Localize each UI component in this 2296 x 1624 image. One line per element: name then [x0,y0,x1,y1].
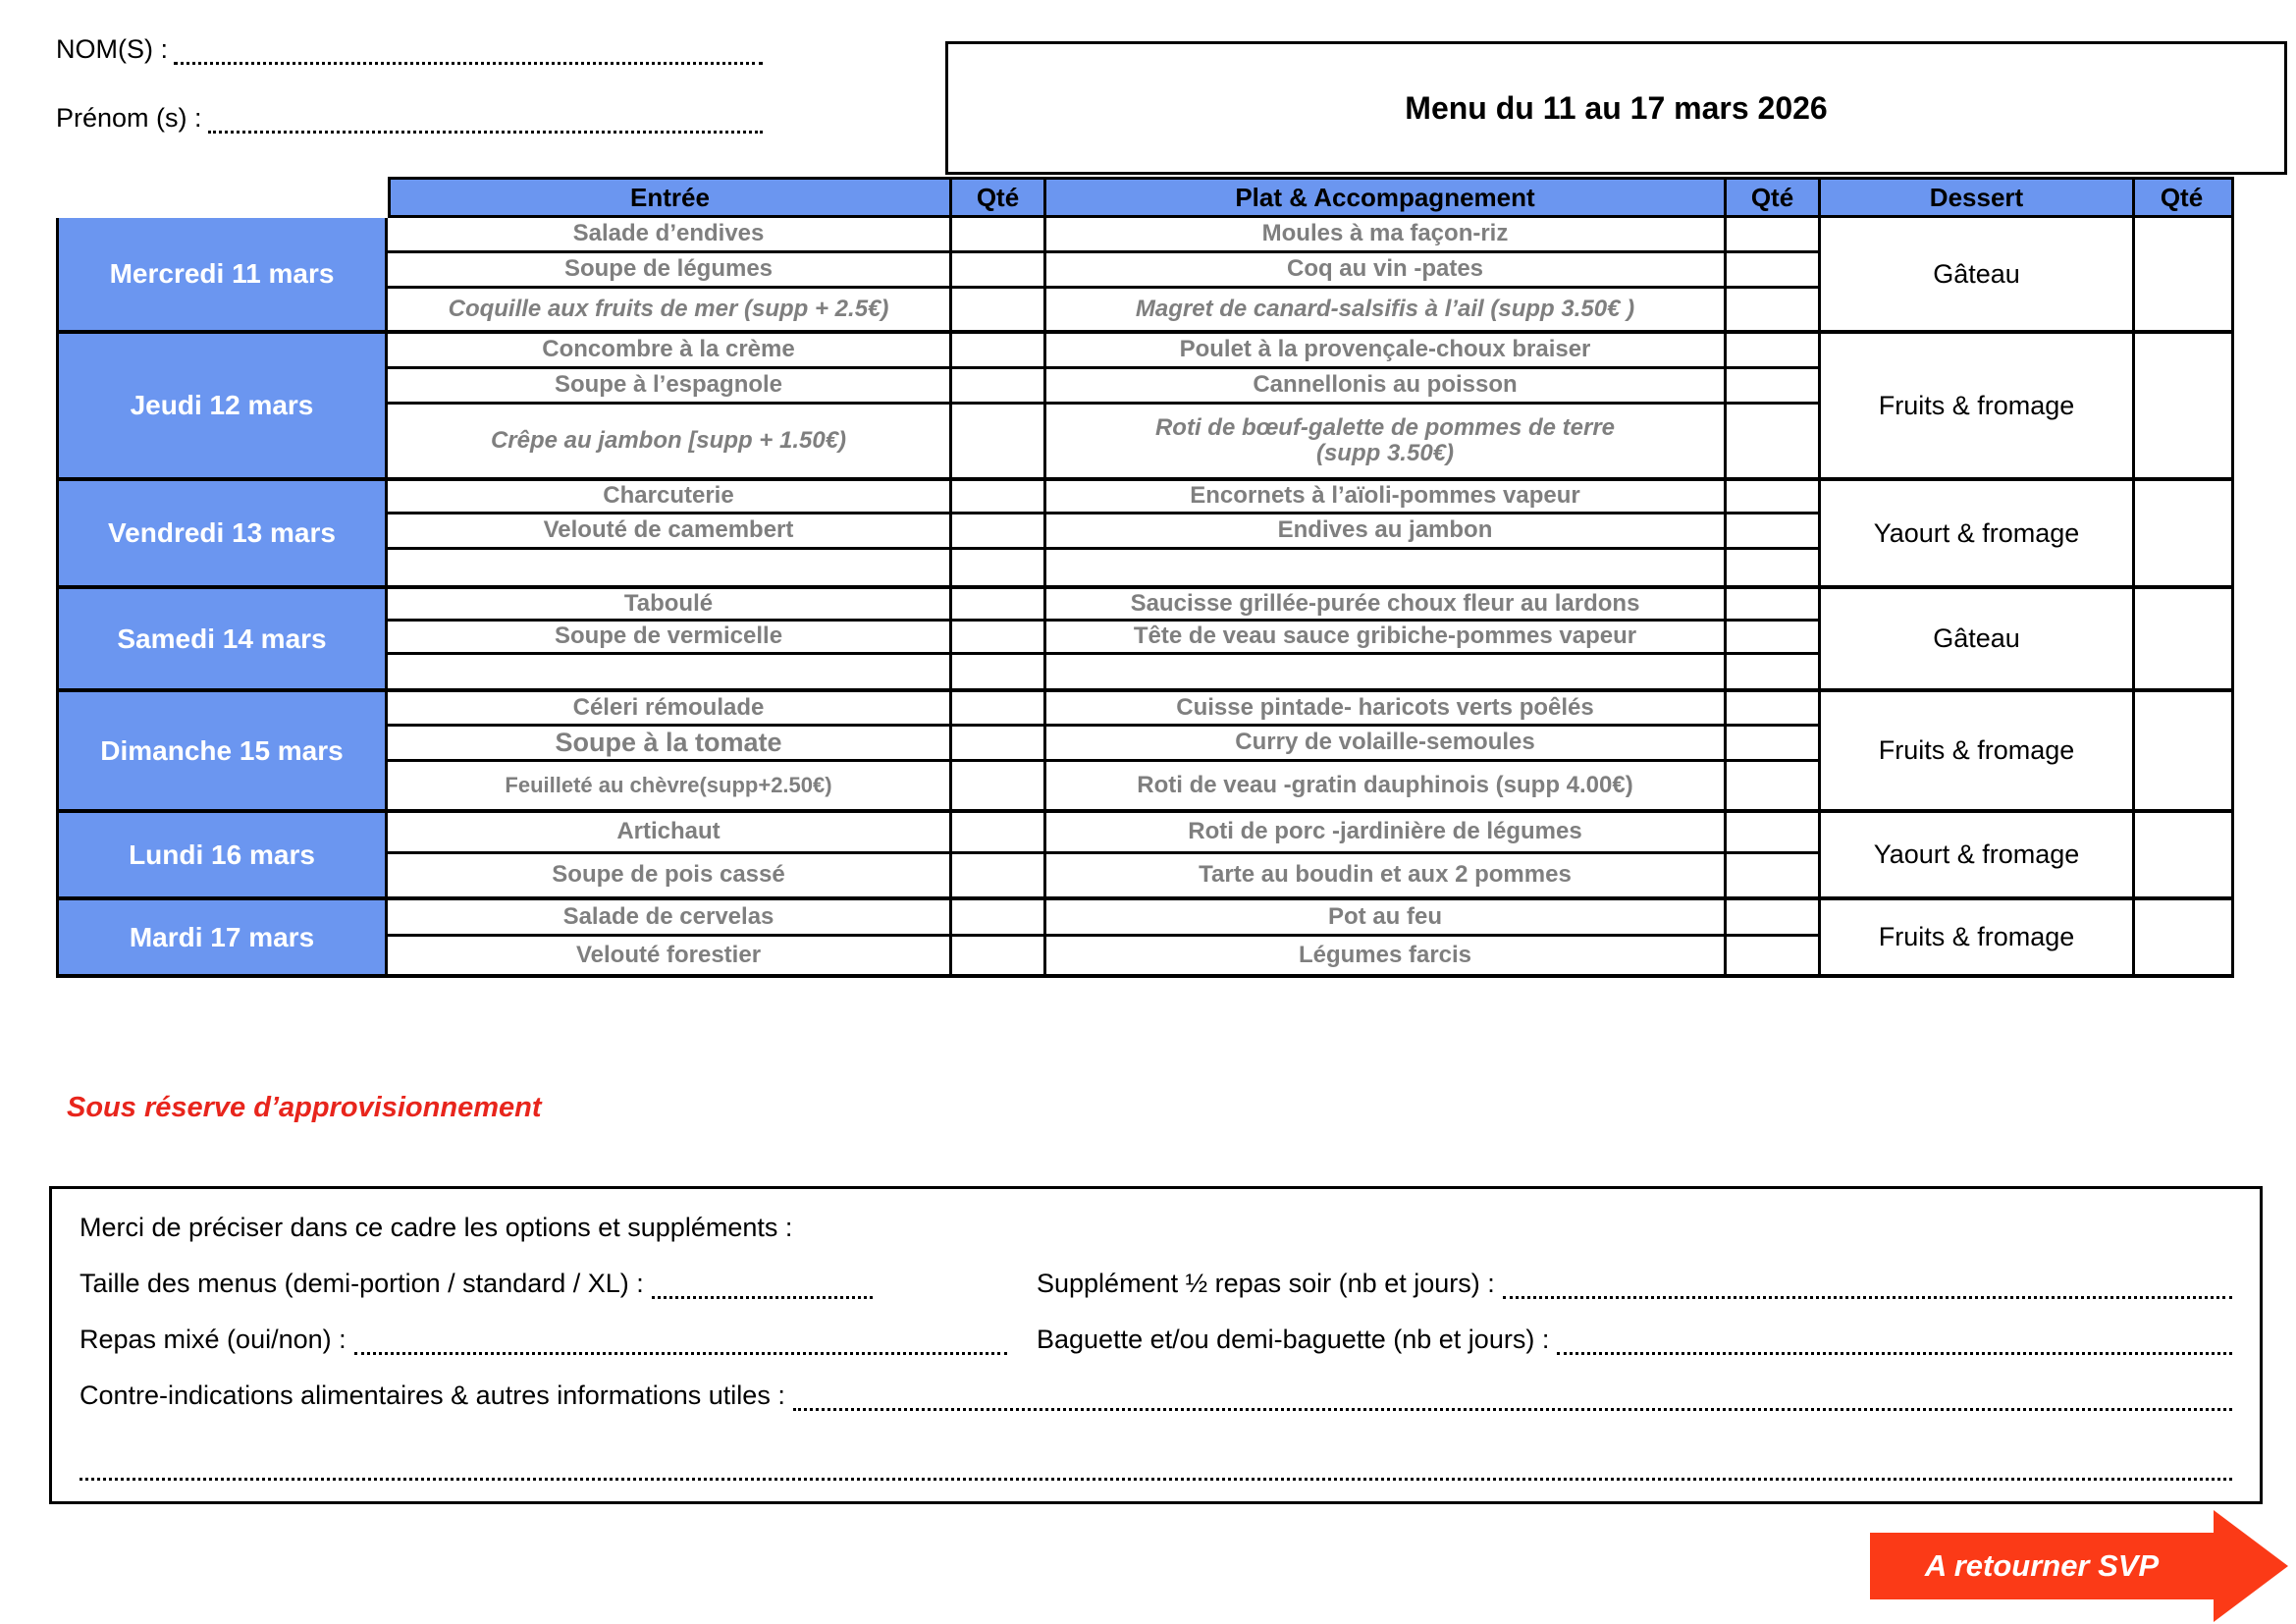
entree-item: Charcuterie [388,481,949,514]
plat-item: Curry de volaille-semoules [1046,727,1724,762]
taille-label: Taille des menus (demi-portion / standard / XL) : [80,1269,644,1298]
qty-cell[interactable] [952,727,1043,762]
qty-cell[interactable] [952,334,1043,369]
entree-item: Soupe de légumes [388,253,949,289]
arrow-right-icon [2214,1510,2288,1622]
header-qte: Qté [2160,182,2204,212]
qty-cell[interactable] [952,854,1043,896]
contre-indications-label: Contre-indications alimentaires & autres informations utiles : [80,1380,785,1410]
contre-indications-field-line2[interactable] [80,1452,2232,1481]
qty-cell[interactable] [1727,550,1818,585]
return-arrow-body [1870,1533,2214,1599]
qty-cell[interactable] [1727,289,1818,330]
nom-line [56,29,763,65]
day-block-vendredi [56,481,2234,589]
plat-item: Endives au jambon [1046,514,1724,550]
header-dessert: Dessert [1821,180,2135,215]
supplement-label: Supplément ½ repas soir (nb et jours) : [1037,1269,1495,1298]
qty-cell[interactable] [1727,727,1818,762]
entree-item: Concombre à la crème [388,334,949,369]
options-intro: Merci de préciser dans ce cadre les options et suppléments : [80,1213,793,1242]
entree-item: Soupe de pois cassé [552,861,785,889]
options-row-1 [80,1269,2232,1299]
options-row-3 [80,1380,2232,1411]
day-label: Mercredi 11 mars [59,218,388,330]
entree-item: Salade d’endives [388,218,949,253]
qty-cell[interactable] [2135,692,2231,809]
repas-mixe-label: Repas mixé (oui/non) : [80,1325,347,1354]
qty-cell[interactable] [1727,854,1818,896]
qty-cell[interactable] [1727,622,1818,655]
plat-item [1046,655,1724,688]
qty-cell[interactable] [952,655,1043,688]
day-block-jeudi [56,334,2234,481]
repas-mixe-field[interactable] [354,1326,1007,1355]
qty-cell[interactable] [1727,334,1818,369]
return-arrow-label: A retourner SVP [1924,1548,2160,1583]
entree-item [388,550,949,585]
qty-cell[interactable] [1727,369,1818,405]
qty-cell[interactable] [2135,334,2231,477]
dessert-label: Yaourt & fromage [1821,481,2135,585]
options-intro-row [80,1213,2232,1243]
dessert-label: Gâteau [1821,218,2135,330]
day-label: Lundi 16 mars [59,813,388,896]
dessert-label: Fruits & fromage [1821,692,2135,809]
title-box [945,41,2287,175]
qty-cell[interactable] [1727,589,1818,622]
page-title: Menu du 11 au 17 mars 2026 [1405,89,1828,126]
qty-cell[interactable] [952,692,1043,727]
qty-cell[interactable] [952,405,1043,477]
menu-table [56,177,2234,978]
entree-item: Taboulé [388,589,949,622]
plat-item [1046,550,1724,585]
plat-item: Magret de canard-salsifis à l’ail (supp 3.50€ ) [1135,295,1635,322]
contre-indications-field[interactable] [793,1382,2232,1411]
plat-item: Poulet à la provençale-choux braiser [1046,334,1724,369]
dessert-label: Fruits & fromage [1821,334,2135,477]
qty-cell[interactable] [1727,514,1818,550]
plat-item: Roti de porc -jardinière de légumes [1046,813,1724,854]
qty-cell[interactable] [2135,481,2231,585]
qty-cell[interactable] [952,622,1043,655]
day-block-mercredi [56,218,2234,334]
plat-item: Cannellonis au poisson [1046,369,1724,405]
qty-cell[interactable] [952,289,1043,330]
supply-disclaimer: Sous réserve d’approvisionnement [67,1092,542,1123]
qty-cell[interactable] [952,218,1043,253]
qty-cell[interactable] [1727,937,1818,974]
entree-item: Crêpe au jambon [supp + 1.50€) [490,426,847,454]
qty-cell[interactable] [1727,762,1818,809]
entree-item: Soupe de vermicelle [388,622,949,655]
entree-item: Soupe à l’espagnole [388,369,949,405]
day-block-lundi [56,813,2234,900]
qty-cell[interactable] [1727,655,1818,688]
qty-cell[interactable] [952,762,1043,809]
qty-cell[interactable] [952,253,1043,289]
qty-cell[interactable] [1727,218,1818,253]
qty-cell[interactable] [952,369,1043,405]
plat-item: Moules à ma façon-riz [1046,218,1724,253]
day-label: Jeudi 12 mars [59,334,388,477]
qty-cell[interactable] [952,550,1043,585]
qty-cell[interactable] [1727,692,1818,727]
day-label: Vendredi 13 mars [59,481,388,585]
name-fields [56,29,763,167]
entree-item: Salade de cervelas [388,900,949,937]
entree-item [388,655,949,688]
baguette-field[interactable] [1557,1326,2232,1355]
plat-item: Tarte au boudin et aux 2 pommes [1199,861,1572,889]
nom-label: NOM(S) : [56,34,168,64]
qty-cell[interactable] [952,514,1043,550]
taille-field[interactable] [652,1271,873,1299]
entree-item: Velouté forestier [575,941,762,968]
day-block-mardi [56,900,2234,978]
day-label: Mardi 17 mars [59,900,388,974]
day-label: Samedi 14 mars [59,589,388,688]
plat-item: Légumes farcis [1298,941,1472,968]
qty-cell[interactable] [1727,813,1818,854]
plat-item: Pot au feu [1046,900,1724,937]
table-header-row [388,177,2234,218]
plat-item: Encornets à l’aïoli-pommes vapeur [1046,481,1724,514]
qty-cell[interactable] [1727,900,1818,937]
plat-item: Coq au vin -pates [1046,253,1724,289]
day-label: Dimanche 15 mars [59,692,388,809]
day-block-dimanche [56,692,2234,813]
qty-cell[interactable] [2135,813,2231,896]
entree-item: Soupe à la tomate [388,727,949,762]
options-row-2 [80,1325,2232,1355]
entree-item: Velouté de camembert [388,514,949,550]
qty-cell[interactable] [952,937,1043,974]
dessert-label: Gâteau [1821,589,2135,688]
plat-item: Tête de veau sauce gribiche-pommes vapeur [1046,622,1724,655]
plat-item: Roti de bœuf-galette de pommes de terre (supp 3.50€) [1154,413,1616,466]
header-plat: Plat & Accompagnement [1046,180,1727,215]
plat-item: Saucisse grillée-purée choux fleur au lardons [1046,589,1724,622]
prenom-label: Prénom (s) : [56,103,202,133]
prenom-line [56,98,763,134]
qty-cell[interactable] [952,481,1043,514]
dessert-label: Yaourt & fromage [1821,813,2135,896]
qty-cell[interactable] [952,813,1043,854]
supplement-field[interactable] [1503,1271,2232,1299]
qty-cell[interactable] [952,900,1043,937]
day-block-samedi [56,589,2234,692]
dessert-label: Fruits & fromage [1821,900,2135,974]
qty-cell[interactable] [1727,405,1818,477]
qty-cell[interactable] [952,589,1043,622]
entree-item: Artichaut [388,813,949,854]
header-entree: Entrée [391,180,952,215]
plat-item: Roti de veau -gratin dauphinois (supp 4.00€) [1137,771,1633,798]
header-qte: Qté [952,180,1046,215]
header-qte: Qté [1727,180,1821,215]
options-box [49,1186,2263,1504]
qty-cell[interactable] [2135,218,2231,330]
entree-item: Coquille aux fruits de mer (supp + 2.5€) [448,295,889,322]
qty-cell[interactable] [1727,253,1818,289]
qty-cell[interactable] [2135,589,2231,688]
qty-cell[interactable] [2135,900,2231,974]
return-arrow [1870,1510,2288,1622]
baguette-label: Baguette et/ou demi-baguette (nb et jours) : [1037,1325,1550,1354]
entree-item: Céleri rémoulade [388,692,949,727]
qty-cell[interactable] [1727,481,1818,514]
entree-item: Feuilleté au chèvre(supp+2.50€) [505,772,832,797]
prenom-field[interactable] [208,103,763,134]
nom-field[interactable] [174,34,763,65]
plat-item: Cuisse pintade- haricots verts poêlés [1046,692,1724,727]
